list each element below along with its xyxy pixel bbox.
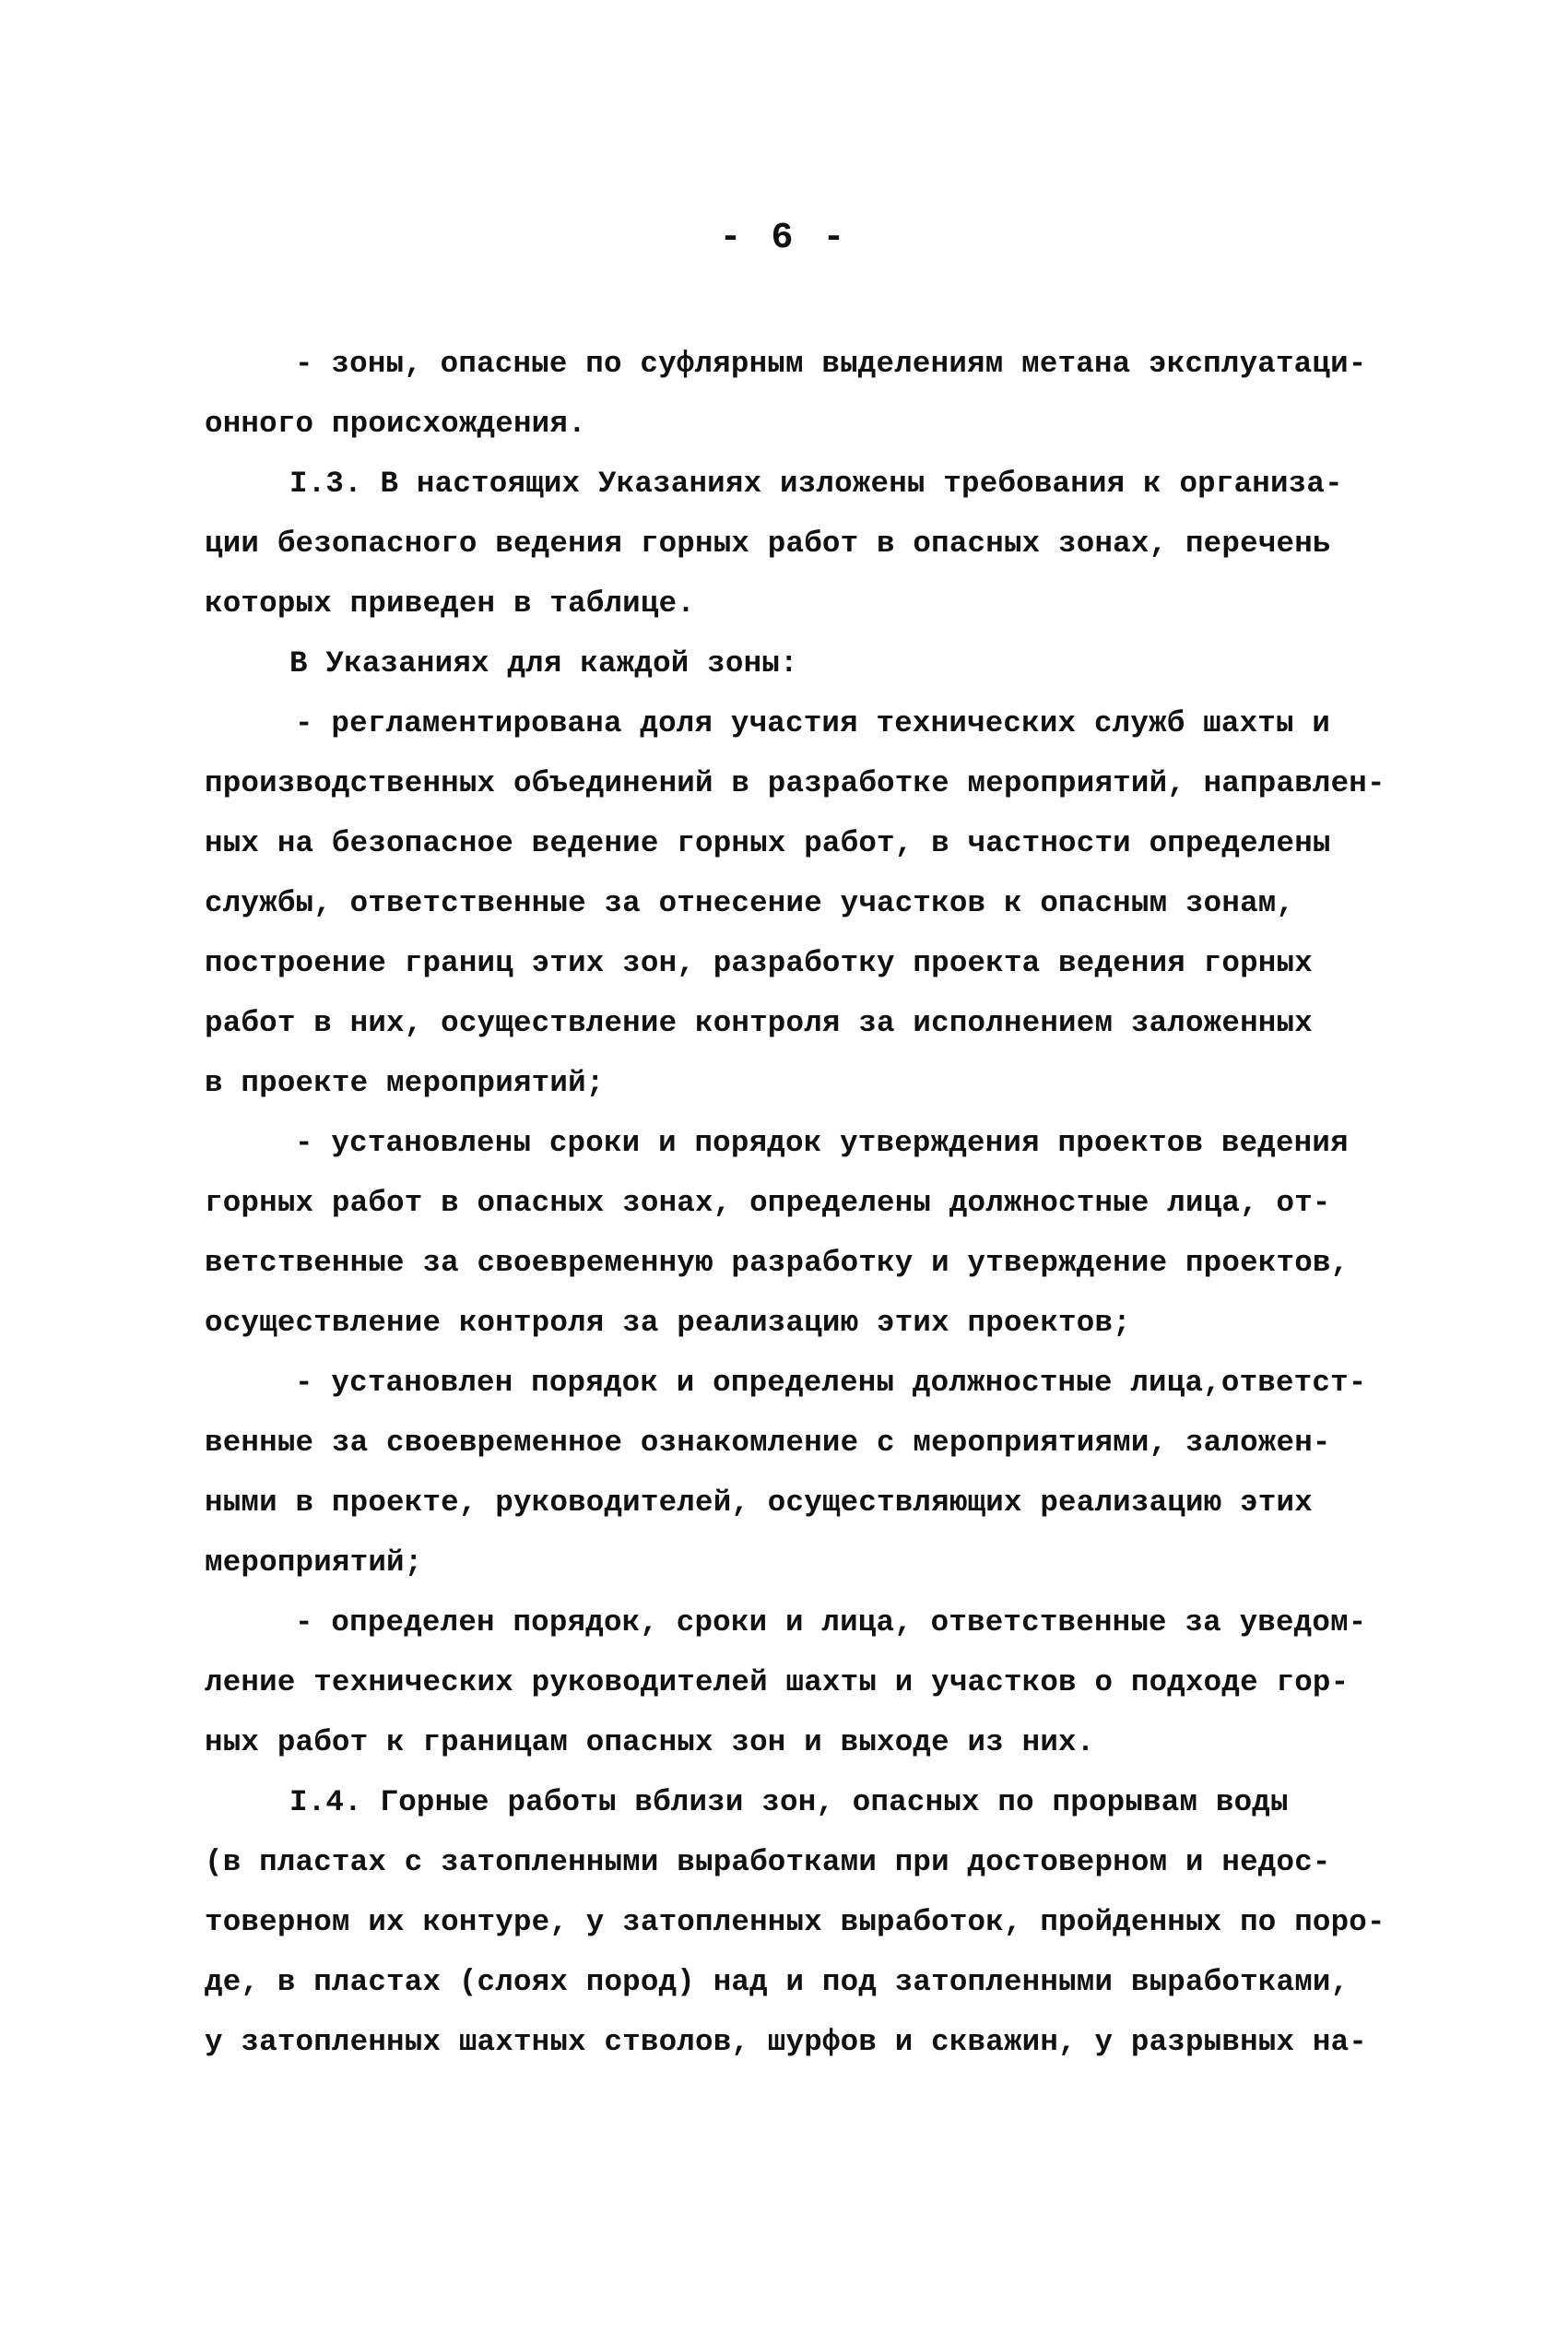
text-line: товерном их контуре, у затопленных выработок, пройденных по поро- <box>205 1905 1385 1939</box>
text-line: - регламентирована доля участия технических служб шахты и <box>295 706 1331 740</box>
text-line: В Указаниях для каждой зоны: <box>289 646 798 681</box>
text-line: I.3. В настоящих Указаниях изложены требования к организа- <box>289 467 1343 501</box>
text-line: ных на безопасное ведение горных работ, в частности определены <box>205 826 1331 860</box>
text-line: - определен порядок, сроки и лица, ответственные за уведом- <box>295 1605 1367 1640</box>
text-line: работ в них, осуществление контроля за исполнением заложенных <box>205 1006 1313 1040</box>
page-number: - 6 - <box>719 218 849 259</box>
text-line: в проекте мероприятий; <box>205 1066 605 1100</box>
text-line: ветственные за своевременную разработку и утверждение проектов, <box>205 1246 1350 1280</box>
body-text <box>205 334 1421 2072</box>
text-line: осуществление контроля за реализацию этих проектов; <box>205 1306 1131 1340</box>
text-line: де, в пластах (слоях пород) над и под затопленными выработками, <box>205 1965 1350 1999</box>
text-line: у затопленных шахтных стволов, шурфов и скважин, у разрывных на- <box>205 2025 1368 2059</box>
text-line: которых приведен в таблице. <box>205 586 695 621</box>
text-line: построение границ этих зон, разработку проекта ведения горных <box>205 946 1313 980</box>
text-line: ции безопасного ведения горных работ в опасных зонах, перечень <box>205 527 1331 561</box>
text-line: ных работ к границам опасных зон и выходе из них. <box>205 1725 1095 1759</box>
text-line: I.4. Горные работы вблизи зон, опасных по прорывам воды <box>289 1785 1289 1819</box>
text-line: производственных объединений в разработке мероприятий, направлен- <box>205 766 1385 800</box>
text-line: - зоны, опасные по суфлярным выделениям метана эксплуатаци- <box>295 347 1367 381</box>
text-line: онного происхождения. <box>205 407 586 441</box>
text-line: службы, ответственные за отнесение участков к опасным зонам, <box>205 886 1295 920</box>
text-line: (в пластах с затопленными выработками при достоверном и недос- <box>205 1845 1331 1879</box>
text-line: мероприятий; <box>205 1545 423 1580</box>
text-line: венные за своевременное ознакомление с мероприятиями, заложен- <box>205 1426 1331 1460</box>
text-line: - установлены сроки и порядок утверждения проектов ведения <box>295 1126 1349 1160</box>
text-line: ными в проекте, руководителей, осуществляющих реализацию этих <box>205 1486 1313 1520</box>
text-line: горных работ в опасных зонах, определены должностные лица, от- <box>205 1186 1331 1220</box>
text-line: ление технических руководителей шахты и участков о подходе гор- <box>205 1665 1350 1699</box>
text-line: - установлен порядок и определены должностные лица,ответст- <box>295 1366 1367 1400</box>
